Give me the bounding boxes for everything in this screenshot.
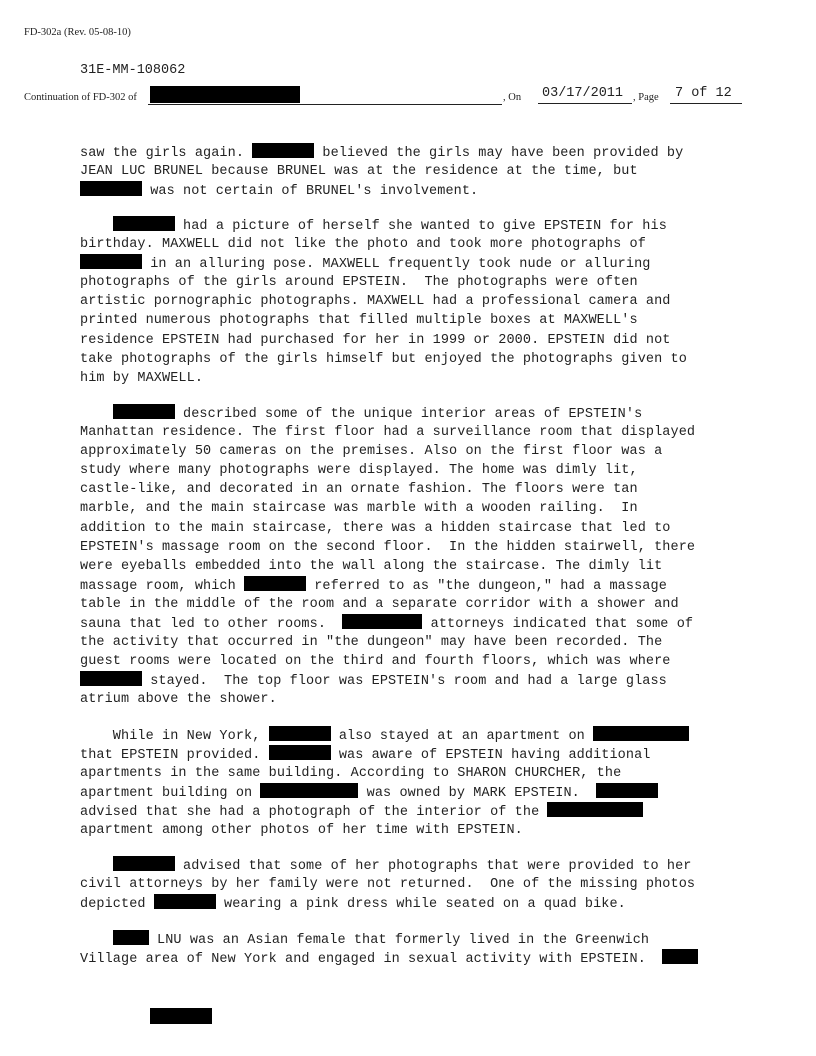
text-line xyxy=(80,292,760,311)
text-line xyxy=(80,726,760,745)
text-segment: Village area of New York and engaged in sexual activity with EPSTEIN. xyxy=(80,952,663,968)
text-line xyxy=(80,369,760,388)
text-segment: EPSTEIN's massage room on the second floor. In the hidden stairwell, there xyxy=(80,539,696,555)
redaction-block xyxy=(252,143,314,158)
date-value: 03/17/2011 xyxy=(542,86,624,101)
text-segment: table in the middle of the room and a separate corridor with a shower and xyxy=(80,596,679,612)
text-segment: advised that some of her photographs that were provided to her xyxy=(174,859,692,874)
text-line xyxy=(80,181,760,200)
paragraph-2 xyxy=(80,216,760,388)
text-segment: castle-like, and decorated in an ornate fashion. The floors were tan xyxy=(80,482,638,498)
text-line xyxy=(80,311,760,330)
redaction-block xyxy=(662,949,698,964)
text-line xyxy=(80,235,760,254)
paragraph-5 xyxy=(80,856,760,913)
text-segment: photographs of the girls around EPSTEIN. The photographs were often xyxy=(80,275,638,291)
text-line xyxy=(80,143,760,162)
text-segment: Manhattan residence. The first floor had a surveillance room that displayed xyxy=(80,425,696,441)
text-segment: referred to as "the dungeon," had a massage xyxy=(306,578,667,594)
text-segment: him by MAXWELL. xyxy=(80,370,204,386)
text-segment: in an alluring pose. MAXWELL frequently took nude or alluring xyxy=(142,257,651,273)
text-line xyxy=(80,480,760,499)
text-segment xyxy=(80,933,113,948)
text-line xyxy=(80,576,760,595)
text-segment: While in New York, xyxy=(80,729,269,744)
redaction-block xyxy=(269,726,331,741)
redaction-block xyxy=(80,254,142,269)
redaction-block xyxy=(593,726,689,741)
text-line xyxy=(80,423,760,442)
redaction-block xyxy=(80,671,142,686)
redaction-footer xyxy=(150,1008,212,1024)
text-line xyxy=(80,894,760,913)
text-segment xyxy=(80,219,113,234)
text-line xyxy=(80,519,760,538)
text-segment: printed numerous photographs that filled multiple boxes at MAXWELL's xyxy=(80,313,638,329)
text-segment: that EPSTEIN provided. xyxy=(80,748,269,764)
text-segment: sauna that led to other rooms. xyxy=(80,617,343,633)
text-line xyxy=(80,254,760,273)
text-segment: depicted xyxy=(80,897,154,913)
text-segment: believed the girls may have been provided by xyxy=(314,146,684,161)
text-line xyxy=(80,499,760,518)
text-segment: atrium above the shower. xyxy=(80,692,277,708)
text-segment: residence EPSTEIN had purchased for her in 1999 or 2000. EPSTEIN did not xyxy=(80,332,671,348)
redaction-block xyxy=(260,783,358,798)
text-line xyxy=(80,331,760,350)
text-line xyxy=(80,614,760,633)
text-line xyxy=(80,557,760,576)
text-line xyxy=(80,690,760,709)
text-line xyxy=(80,216,760,235)
text-segment: artistic pornographic photographs. MAXWELL had a professional camera and xyxy=(80,294,671,310)
text-line xyxy=(80,461,760,480)
text-segment: marble, and the main staircase was marble with a wooden railing. In xyxy=(80,501,638,517)
text-line xyxy=(80,949,760,968)
text-line xyxy=(80,671,760,690)
on-label: , On xyxy=(503,92,522,103)
text-segment: was owned by MARK EPSTEIN. xyxy=(358,786,597,802)
text-segment: apartment among other photos of her time with EPSTEIN. xyxy=(80,823,523,839)
paragraph-4 xyxy=(80,726,760,841)
text-segment: JEAN LUC BRUNEL because BRUNEL was at the residence at the time, but xyxy=(80,164,638,180)
redaction-block xyxy=(547,802,643,817)
text-segment: massage room, which xyxy=(80,578,245,594)
text-segment xyxy=(80,859,113,874)
text-line xyxy=(80,783,760,802)
text-line xyxy=(80,538,760,557)
redaction-block xyxy=(113,930,149,945)
text-segment: take photographs of the girls himself but enjoyed the photographs given to xyxy=(80,351,687,367)
paragraph-3 xyxy=(80,404,760,710)
page-label: , Page xyxy=(633,92,659,103)
text-segment: birthday. MAXWELL did not like the photo and took more photographs of xyxy=(80,237,646,253)
text-line xyxy=(80,273,760,292)
text-segment: had a picture of herself she wanted to give EPSTEIN for his xyxy=(174,219,667,234)
text-line xyxy=(80,856,760,875)
text-segment: approximately 50 cameras on the premises. Also on the first floor was a xyxy=(80,444,663,460)
page-value: 7 of 12 xyxy=(675,86,732,101)
redaction-block xyxy=(342,614,422,629)
text-segment: was aware of EPSTEIN having additional xyxy=(330,748,651,764)
text-line xyxy=(80,595,760,614)
text-line xyxy=(80,764,760,783)
text-line xyxy=(80,404,760,423)
text-line xyxy=(80,633,760,652)
file-number: 31E-MM-108062 xyxy=(80,63,186,78)
text-segment: LNU was an Asian female that formerly lived in the Greenwich xyxy=(148,933,650,948)
redaction-block xyxy=(113,856,175,871)
redaction-subject xyxy=(150,86,300,103)
text-segment xyxy=(80,407,113,422)
text-segment: advised that she had a photograph of the interior of the xyxy=(80,805,548,821)
text-line xyxy=(80,442,760,461)
text-line xyxy=(80,875,760,894)
text-line xyxy=(80,652,760,671)
text-segment: saw the girls again. xyxy=(80,146,253,161)
text-segment: were eyeballs embedded into the wall along the staircase. The dimly lit xyxy=(80,558,663,574)
redaction-block xyxy=(154,894,216,909)
redaction-block xyxy=(244,576,306,591)
text-line xyxy=(80,162,760,181)
form-id: FD-302a (Rev. 05-08-10) xyxy=(24,27,131,38)
redaction-block xyxy=(269,745,331,760)
redaction-block xyxy=(113,404,175,419)
continuation-label: Continuation of FD-302 of xyxy=(24,92,137,103)
text-line xyxy=(80,821,760,840)
text-line xyxy=(80,745,760,764)
text-segment: civil attorneys by her family were not returned. One of the missing photos xyxy=(80,877,696,893)
text-segment: attorneys indicated that some of xyxy=(422,617,694,633)
text-segment: addition to the main staircase, there was a hidden staircase that led to xyxy=(80,520,671,536)
paragraph-6 xyxy=(80,930,760,968)
text-segment: stayed. The top floor was EPSTEIN's room and had a large glass xyxy=(142,674,667,690)
text-line xyxy=(80,930,760,949)
text-segment: apartments in the same building. According to SHARON CHURCHER, the xyxy=(80,766,622,782)
text-segment: also stayed at an apartment on xyxy=(330,729,594,744)
paragraph-1 xyxy=(80,143,760,200)
text-segment: wearing a pink dress while seated on a quad bike. xyxy=(215,897,626,913)
text-line xyxy=(80,350,760,369)
text-segment: study where many photographs were displayed. The home was dimly lit, xyxy=(80,463,638,479)
text-line xyxy=(80,802,760,821)
text-segment: guest rooms were located on the third and fourth floors, which was where xyxy=(80,654,671,670)
text-segment: was not certain of BRUNEL's involvement. xyxy=(142,184,479,200)
redaction-block xyxy=(596,783,658,798)
redaction-block xyxy=(80,181,142,196)
text-segment: the activity that occurred in "the dungeon" may have been recorded. The xyxy=(80,635,663,651)
text-segment: described some of the unique interior areas of EPSTEIN's xyxy=(174,407,643,422)
text-segment: apartment building on xyxy=(80,786,261,802)
redaction-block xyxy=(113,216,175,231)
